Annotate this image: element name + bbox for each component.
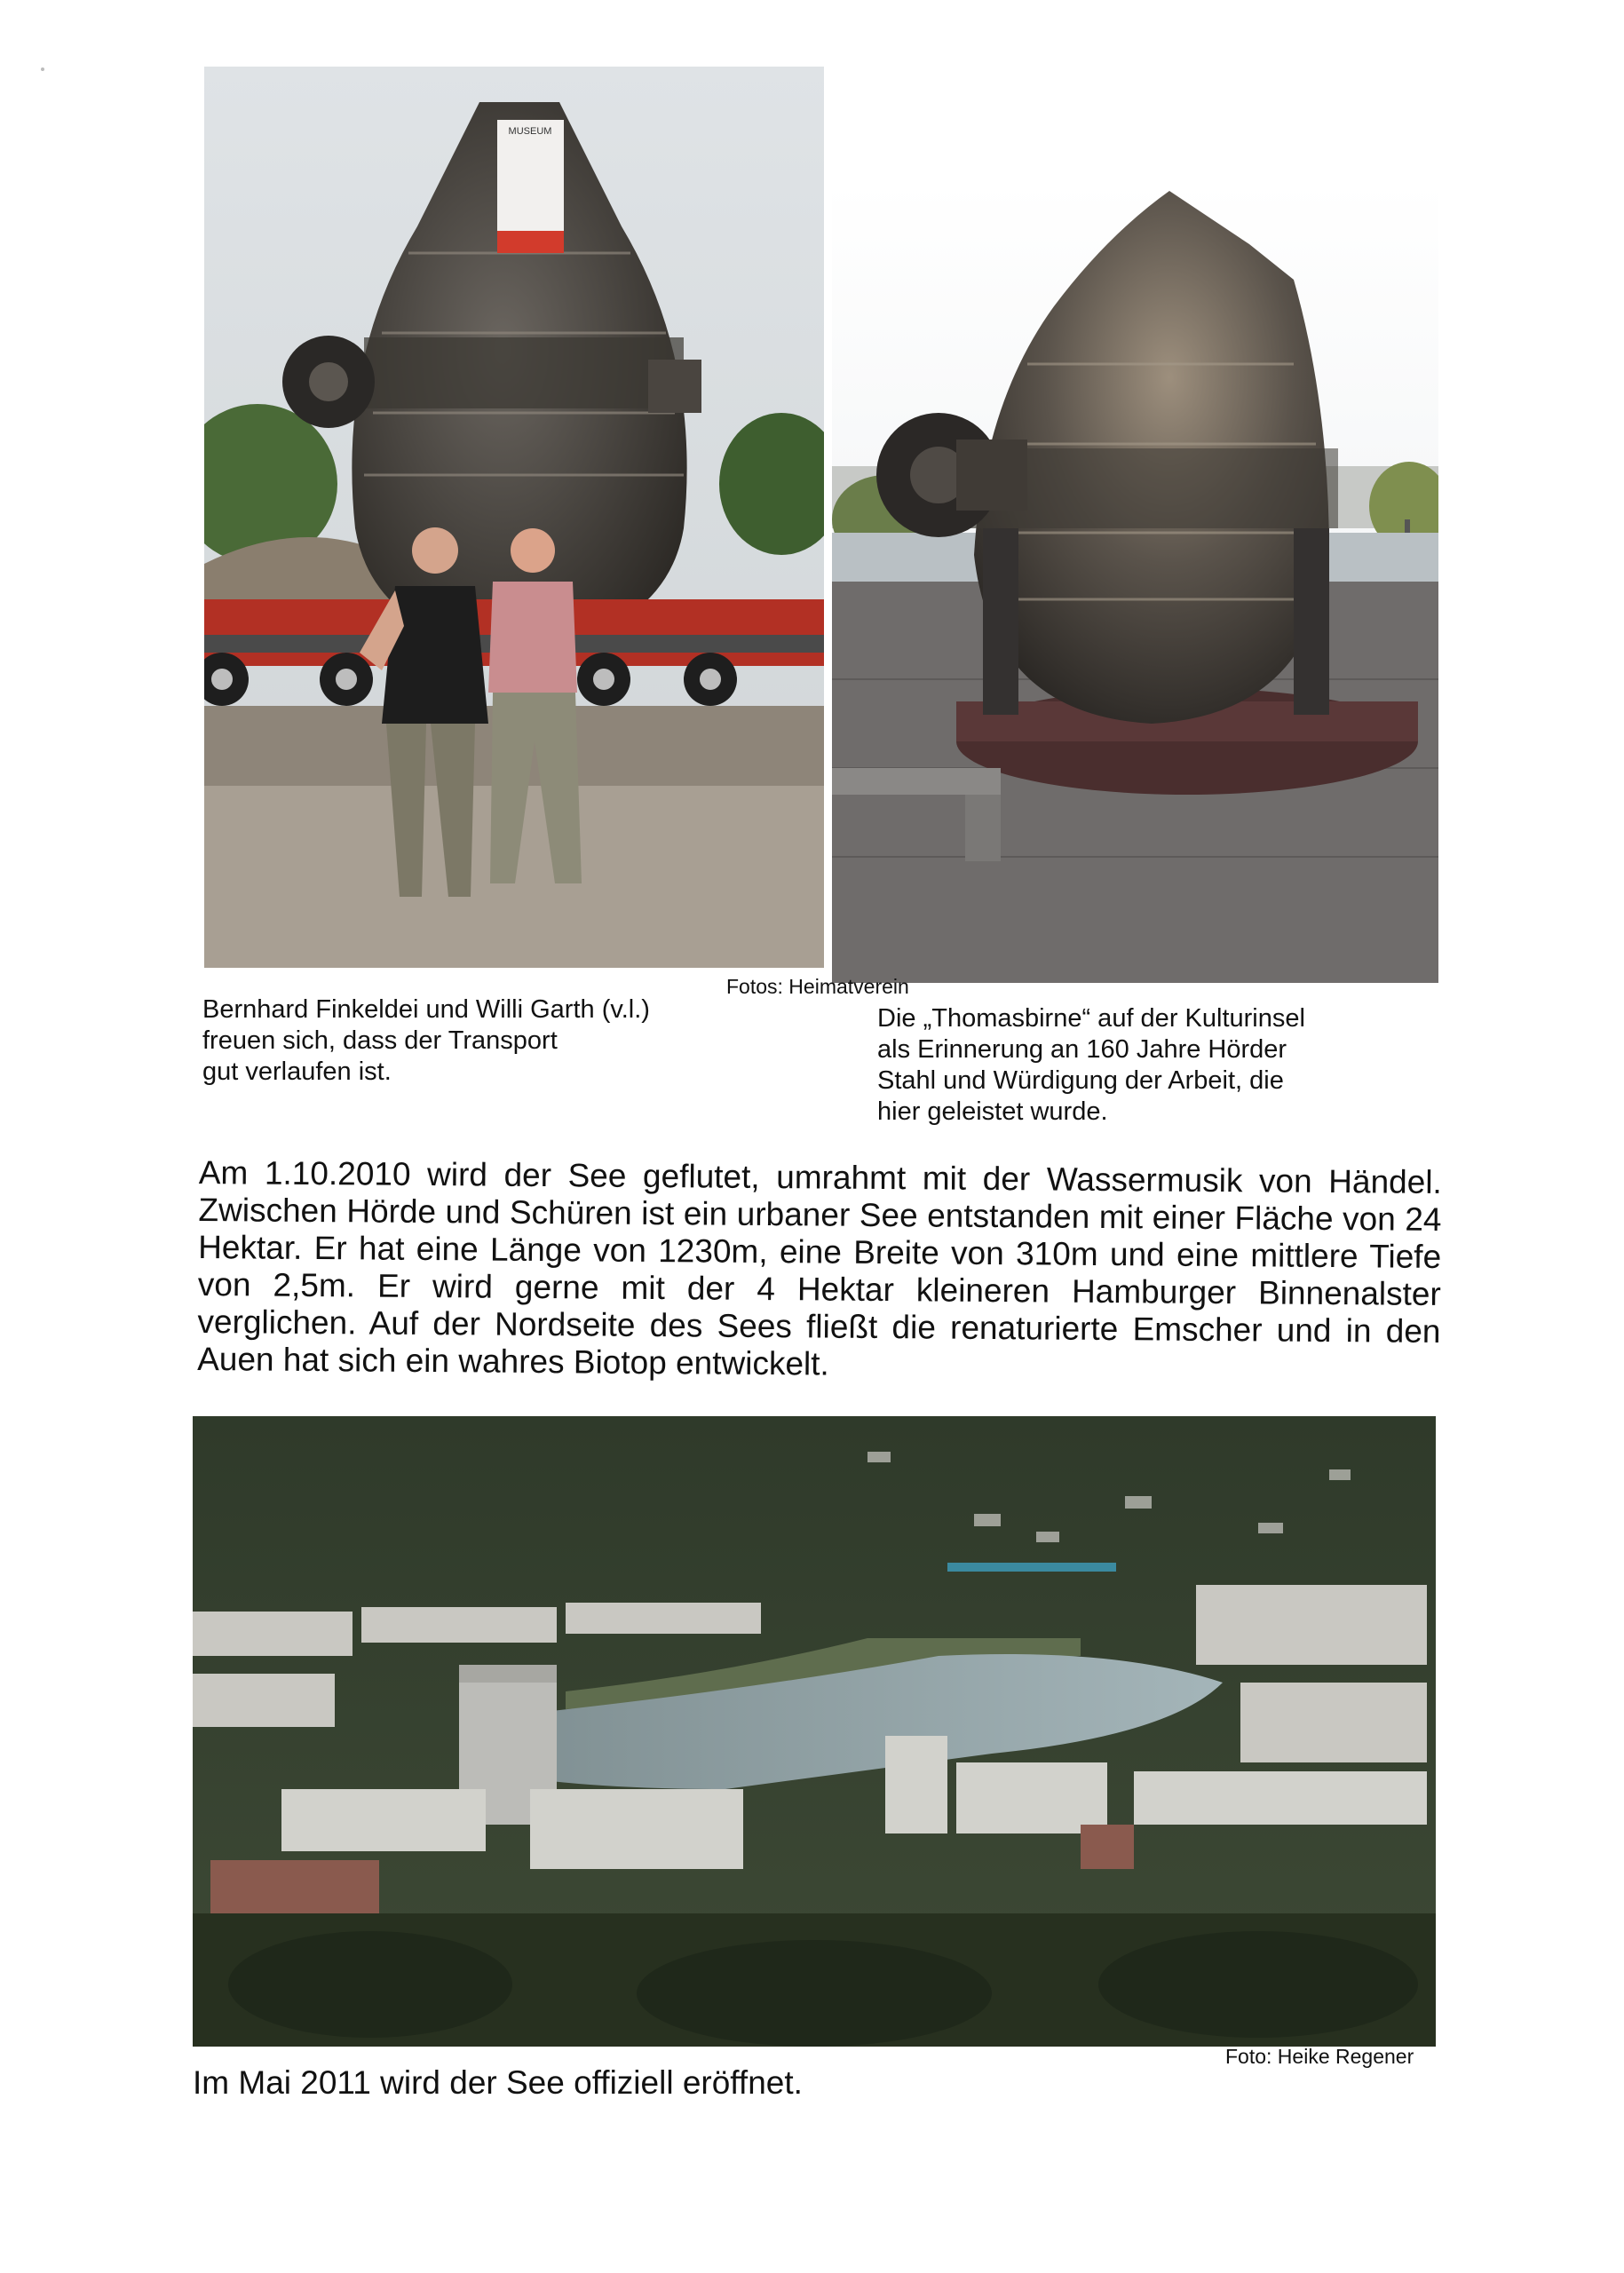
caption-right-line: Die „Thomasbirne“ auf der Kulturinsel (877, 1004, 1305, 1033)
banner-text: MUSEUM (508, 126, 552, 137)
caption-right (877, 1003, 1374, 1128)
caption-right-line: als Erinnerung an 160 Jahre Hörder (877, 1035, 1287, 1064)
caption-right-line: Stahl und Würdigung der Arbeit, die (877, 1066, 1284, 1095)
caption-left (202, 994, 735, 1088)
final-caption: Im Mai 2011 wird der See offiziell eröffnet. (193, 2064, 803, 2101)
photo-men-with-converter (204, 67, 824, 968)
photo-thomasbirne (832, 182, 1438, 983)
body-paragraph: Am 1.10.2010 wird der See geflutet, umrahmt mit der Wassermusik von Händel. Zwischen Hörde und Schüren ist ein urbaner See entstanden mit einer Fläche von 24 Hektar. Er hat eine Länge von 1230m, eine Breite von 310m und eine mittlere Tiefe von 2,5m. Er wird gerne mit der 4 Hektar kleineren Hamburger Binnenalster verglichen. Auf der Nordseite des Sees fließt die renaturierte Emscher und in den Auen hat sich ein wahres Biotop entwickelt. (197, 1154, 1442, 1382)
caption-left-line: gut verlaufen ist. (202, 1057, 392, 1086)
photo-lake-aerial (193, 1416, 1436, 2047)
caption-right-line: hier geleistet wurde. (877, 1097, 1108, 1126)
caption-left-line: freuen sich, dass der Transport (202, 1026, 558, 1055)
caption-left-line: Bernhard Finkeldei und Willi Garth (v.l.) (202, 995, 650, 1024)
photo-credit-bottom: Foto: Heike Regener (1225, 2045, 1414, 2068)
photo-credit-top: Fotos: Heimatverein (726, 975, 909, 998)
scan-speck (41, 67, 44, 71)
